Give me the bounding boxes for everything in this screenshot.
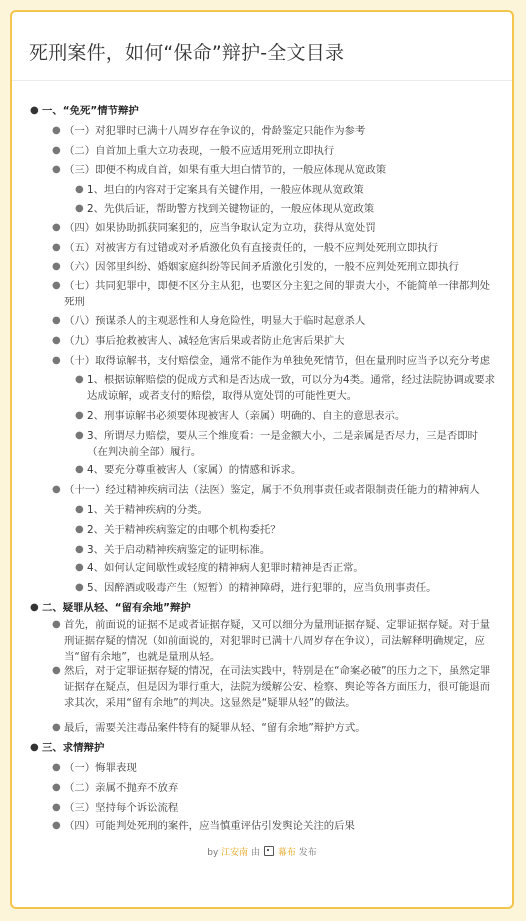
outline-text: （三）即便不构成自首，如果有重大坦白情节的，一般应体现从宽政策 — [64, 164, 387, 176]
bullet-icon: ● — [75, 184, 84, 195]
outline-text-continued: （在判决前全部）履行。 — [87, 446, 202, 458]
outline-heading — [30, 600, 492, 616]
bullet-icon: ● — [75, 430, 84, 441]
bullet-icon: ● — [52, 242, 61, 253]
outline-item — [52, 278, 492, 310]
outline-text: 3、所谓尽力赔偿，要从三个维度看：一是金额大小，二是亲属是否尽力，三是否即时 — [87, 430, 479, 442]
outline-item — [52, 482, 492, 498]
outline-text: （十一）经过精神疾病司法（法医）鉴定，属于不负刑事责任或者限制责任能力的精神病人 — [64, 484, 480, 496]
outline-item — [52, 220, 492, 236]
outline-text: （五）对被害方有过错或对矛盾激化负有直接责任的，一般不应判处死刑立即执行 — [64, 242, 439, 254]
bullet-icon: ● — [75, 464, 84, 475]
bullet-icon: ● — [52, 619, 61, 630]
footer-published: 发布 — [298, 848, 317, 858]
outline-text: （八）预谋杀人的主观恶性和人身危险性，明显大于临时起意杀人 — [64, 315, 366, 327]
outline-text: （二）自首加上重大立功表现，一般不应适用死刑立即执行 — [64, 145, 335, 157]
bullet-icon: ● — [52, 484, 61, 495]
outline-card — [10, 10, 514, 909]
bullet-icon: ● — [52, 802, 61, 813]
outline-text: （一）悔罪表现 — [64, 762, 137, 774]
bullet-icon: ● — [52, 762, 61, 773]
outline-item — [52, 617, 492, 665]
outline-text: 5、因醉酒或吸毒产生（短暂）的精神障碍，进行犯罪的，应当负刑事责任。 — [87, 582, 437, 594]
footer — [12, 845, 512, 858]
outline-item — [52, 663, 492, 711]
bullet-icon: ● — [52, 125, 61, 136]
outline-text-continued: 证据存在疑点，但是因为罪行重大，法院为缓解公安、检察、舆论等各方面压力，很可能退而 — [64, 681, 491, 693]
outline-subitem — [75, 182, 492, 198]
outline-text-continued: 刑证据存疑的情况（如前面说的，对犯罪时已满十八周岁存在争议），司法解释明确规定，应 — [64, 635, 485, 647]
outline-subitem — [75, 502, 492, 518]
outline-text-continued: 死刑 — [64, 296, 85, 308]
bullet-icon: ● — [30, 742, 39, 753]
bullet-icon: ● — [75, 582, 84, 593]
outline-heading — [30, 103, 492, 119]
footer-by: by — [207, 848, 219, 858]
bullet-icon: ● — [52, 355, 61, 366]
bullet-icon: ● — [75, 562, 84, 573]
outline-item — [52, 240, 492, 256]
outline-text-continued: 达成谅解，或者支付的赔偿，取得从宽处罚的可能性更大。 — [87, 390, 358, 402]
outline-text: 一、“免死”情节辩护 — [42, 105, 139, 117]
bullet-icon: ● — [52, 164, 61, 175]
outline-text: （六）因邻里纠纷、婚姻家庭纠纷等民间矛盾激化引发的，一般不应判处死刑立即执行 — [64, 261, 459, 273]
bullet-icon: ● — [75, 504, 84, 515]
outline-text: 4、如何认定间歇性或轻度的精神病人犯罪时精神是否正常。 — [87, 562, 364, 574]
bullet-icon: ● — [52, 315, 61, 326]
outline-text: 4、要充分尊重被害人（家属）的情感和诉求。 — [87, 464, 302, 476]
bullet-icon: ● — [30, 105, 39, 116]
footer-via: 由 — [251, 848, 261, 858]
outline-subitem — [75, 428, 492, 460]
bullet-icon: ● — [52, 222, 61, 233]
outline-text-continued: 求其次，采用“留有余地”的判决。这显然是“疑罪从轻”的做法。 — [64, 697, 356, 709]
bullet-icon: ● — [52, 335, 61, 346]
outline-subitem — [75, 560, 492, 576]
outline-text-continued: 当“留有余地”，也就是量刑从轻。 — [64, 651, 221, 663]
bullet-icon: ● — [52, 145, 61, 156]
outline-text: （十）取得谅解书，支付赔偿金，通常不能作为单独免死情节，但在量刑时应当予以充分考虑 — [64, 355, 491, 367]
bullet-icon: ● — [75, 410, 84, 421]
outline-text: 1、关于精神疾病的分类。 — [87, 504, 208, 516]
outline-item — [52, 259, 492, 275]
outline-item — [52, 313, 492, 329]
outline-text: 1、坦白的内容对于定案具有关键作用，一般应体现从宽政策 — [87, 184, 364, 196]
outline-item — [52, 800, 492, 816]
author-link[interactable]: 江安南 — [221, 848, 249, 858]
bullet-icon: ● — [75, 203, 84, 214]
outline-text: 首先，前面说的证据不足或者证据存疑，又可以细分为量刑证据存疑、定罪证据存疑。对于量 — [64, 619, 491, 631]
outline-text: 3、关于启动精神疾病鉴定的证明标准。 — [87, 544, 271, 556]
outline-item — [52, 780, 492, 796]
outline-subitem — [75, 372, 496, 404]
bullet-icon: ● — [52, 782, 61, 793]
bullet-icon: ● — [52, 261, 61, 272]
outline-text: （四）如果协助抓获同案犯的，应当争取认定为立功，获得从宽处罚 — [64, 222, 376, 234]
bullet-icon: ● — [75, 524, 84, 535]
bullet-icon: ● — [30, 602, 39, 613]
outline-text: （二）亲属不抛弃不放弃 — [64, 782, 179, 794]
outline-subitem — [75, 408, 492, 424]
outline-item — [52, 333, 492, 349]
outline-item — [52, 760, 492, 776]
outline-text: 二、疑罪从轻、“留有余地”辩护 — [42, 602, 191, 614]
outline-text: 2、先供后证，帮助警方找到关键物证的，一般应体现从宽政策 — [87, 203, 375, 215]
outline-subitem — [75, 522, 492, 538]
outline-item — [52, 123, 492, 139]
mubu-logo-icon — [264, 846, 274, 856]
outline-text: 然后，对于定罪证据存疑的情况，在司法实践中，特别是在“命案必破”的压力之下，虽然定罪 — [64, 665, 491, 677]
outline-text: （九）事后抢救被害人、减轻危害后果或者防止危害后果扩大 — [64, 335, 345, 347]
outline-item — [52, 818, 492, 834]
outline-subitem — [75, 542, 492, 558]
outline-text: （七）共同犯罪中，即便不区分主从犯，也要区分主犯之间的罪责大小，不能简单一律都判处 — [64, 280, 491, 292]
brand-link[interactable]: 幕布 — [277, 848, 296, 858]
bullet-icon: ● — [75, 374, 84, 385]
bullet-icon: ● — [75, 544, 84, 555]
outline-text: 最后，需要关注毒品案件特有的疑罪从轻、“留有余地”辩护方式。 — [64, 722, 366, 734]
outline-text: （三）坚持每个诉讼流程 — [64, 802, 179, 814]
title-divider — [12, 80, 512, 81]
outline-subitem — [75, 462, 492, 478]
outline-text: 2、刑事谅解书必须要体现被害人（亲属）明确的、自主的意思表示。 — [87, 410, 406, 422]
outline-text: （一）对犯罪时已满十八周岁存在争议的，骨龄鉴定只能作为参考 — [64, 125, 366, 137]
bullet-icon: ● — [52, 665, 61, 676]
outline-item — [52, 143, 492, 159]
bullet-icon: ● — [52, 820, 61, 831]
outline-subitem — [75, 580, 492, 596]
outline-text: 2、关于精神疾病鉴定的由哪个机构委托？ — [87, 524, 281, 536]
outline-subitem — [75, 201, 492, 217]
outline-item — [52, 162, 492, 178]
bullet-icon: ● — [52, 722, 61, 733]
outline-text: （四）可能判处死刑的案件，应当慎重评估引发舆论关注的后果 — [64, 820, 355, 832]
page-title: 死刑案件，如何“保命”辩护-全文目录 — [29, 42, 345, 64]
outline-heading — [30, 740, 492, 756]
outline-item — [52, 353, 492, 369]
outline-text: 三、求情辩护 — [42, 742, 105, 754]
outline-item — [52, 720, 492, 736]
outline-text: 1、根据谅解赔偿的促成方式和是否达成一致，可以分为4类。通常，经过法院协调或要求 — [87, 374, 496, 386]
bullet-icon: ● — [52, 280, 61, 291]
